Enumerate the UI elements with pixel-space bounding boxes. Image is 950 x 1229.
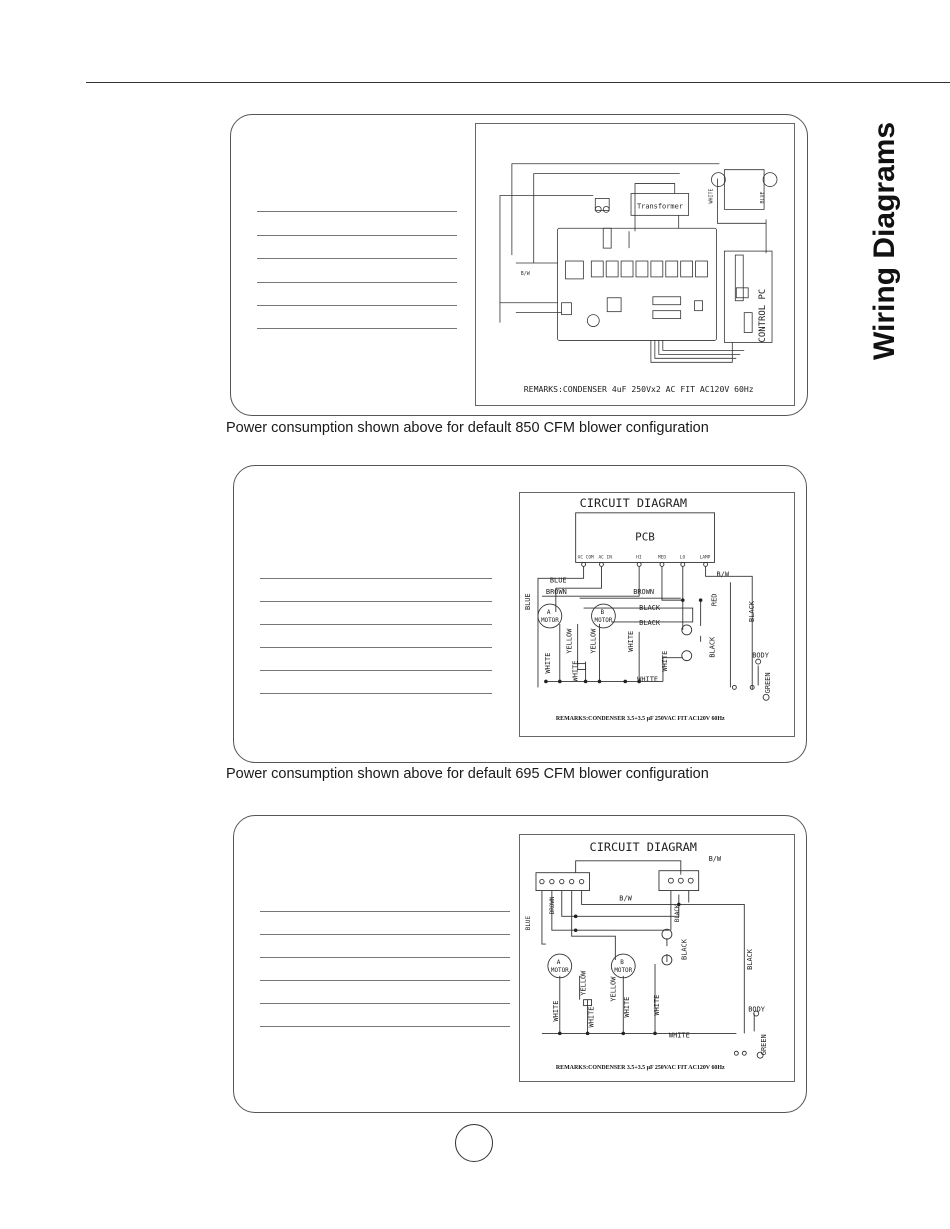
diagram-1-drawing (476, 124, 794, 405)
wire-green-label: GREEN (760, 1034, 769, 1056)
wire-bw-label: B/W (716, 570, 730, 579)
motor-a-label: MOTOR (540, 616, 559, 624)
motor-a-letter: A (556, 958, 561, 966)
pcb-label: PCB (635, 530, 655, 544)
wire-brown-label: BROWN (548, 896, 556, 915)
motor-b-letter: B (600, 609, 605, 617)
wire-bw-label: B/W (520, 270, 530, 277)
wire-white-label: WHITE (708, 188, 715, 204)
wire-blue-label-v: BLUE (524, 593, 533, 611)
wire-white-label-d: WHITE (660, 650, 669, 672)
wire-black-label-a: BLACK (639, 604, 661, 613)
wire-yellow-label-a: YELLOW (565, 628, 574, 654)
motor-b-letter: B (620, 958, 624, 966)
wire-white-label-b: WHITE (587, 1006, 596, 1028)
diagram-3-drawing (520, 835, 794, 1081)
transformer-label: Transformer (636, 202, 683, 211)
wire-white-label-c: WHITE (627, 630, 636, 652)
diagram-3-remarks: REMARKS:CONDENSER 3.5+3.5 μF 250VAC FIT AC120V 60Hz (555, 1065, 725, 1072)
wiring-diagram-1 (475, 123, 795, 406)
wire-white-label-a: WHITE (543, 652, 552, 674)
motor-b-label: MOTOR (594, 616, 613, 624)
diagram-3-title: CIRCUIT DIAGRAM (589, 839, 697, 854)
motor-a-letter: A (546, 609, 551, 617)
terminal-lo: LO (679, 555, 686, 561)
body-label: BODY (748, 1005, 765, 1014)
motor-b-label: MOTOR (614, 966, 633, 974)
wire-yellow-label-a: YELLOW (579, 970, 588, 996)
wire-blue-label: BLUE (760, 191, 767, 204)
diagram-2-remarks: REMARKS:CONDENSER 3.5+3.5 μF 250VAC FIT AC120V 60Hz (555, 716, 725, 723)
wire-brown-label-b: BROWN (633, 588, 655, 597)
wire-black-label-c: BLACK (746, 949, 755, 970)
terminal-ac-com: AC COM (577, 555, 594, 561)
wire-black-label-b: BLACK (680, 939, 689, 960)
terminal-lamp: LAMP (699, 555, 711, 561)
caption-695-cfm: Power consumption shown above for default 695 CFM blower configuration (226, 766, 709, 782)
wire-black-label-a: BLACK (673, 904, 681, 923)
terminal-med: MED (657, 555, 667, 561)
body-label: BODY (752, 651, 769, 660)
wire-white-label-d: WHITE (652, 994, 661, 1016)
wire-yellow-label-b: YELLOW (609, 976, 618, 1002)
wire-blue-label: BLUE (525, 915, 533, 931)
wire-black-label-d: BLACK (708, 636, 717, 658)
wire-white-label-a: WHITE (551, 1000, 560, 1022)
wire-brown-label-a: BROWN (545, 588, 567, 597)
wire-white-label-e: WHITE (637, 675, 659, 684)
section-title: Wiring Diagrams (868, 121, 901, 360)
wire-black-label-c: BLACK (748, 601, 757, 622)
diagram-1-remarks: REMARKS:CONDENSER 4uF 250Vx2 AC FIT AC120V 60Hz (523, 384, 754, 395)
wire-white-label-e: WHITE (668, 1031, 690, 1040)
wire-white-label-c: WHITE (623, 996, 632, 1018)
wire-black-label-b: BLACK (639, 618, 661, 627)
wire-white-label-b: WHITE (571, 660, 580, 682)
page-number-circle (455, 1124, 493, 1162)
wire-bw-label-top: B/W (708, 854, 722, 863)
wire-green-label: GREEN (764, 672, 773, 694)
wire-bw-label-mid: B/W (619, 894, 632, 903)
control-pc-label: CONTROL PC (758, 288, 769, 343)
header-rule (86, 82, 950, 83)
wiring-diagram-2 (519, 492, 795, 737)
diagram-2-drawing (520, 493, 794, 736)
wire-yellow-label-b: YELLOW (589, 628, 598, 654)
caption-850-cfm: Power consumption shown above for default 850 CFM blower configuration (226, 420, 709, 436)
wire-blue-label: BLUE (549, 576, 567, 585)
terminal-hi: HI (636, 555, 642, 561)
wire-red-label: RED (710, 593, 719, 607)
terminal-ac-in: AC IN (598, 555, 612, 561)
wiring-diagram-3 (519, 834, 795, 1082)
motor-a-label: MOTOR (550, 966, 569, 974)
diagram-2-title: CIRCUIT DIAGRAM (579, 495, 688, 510)
